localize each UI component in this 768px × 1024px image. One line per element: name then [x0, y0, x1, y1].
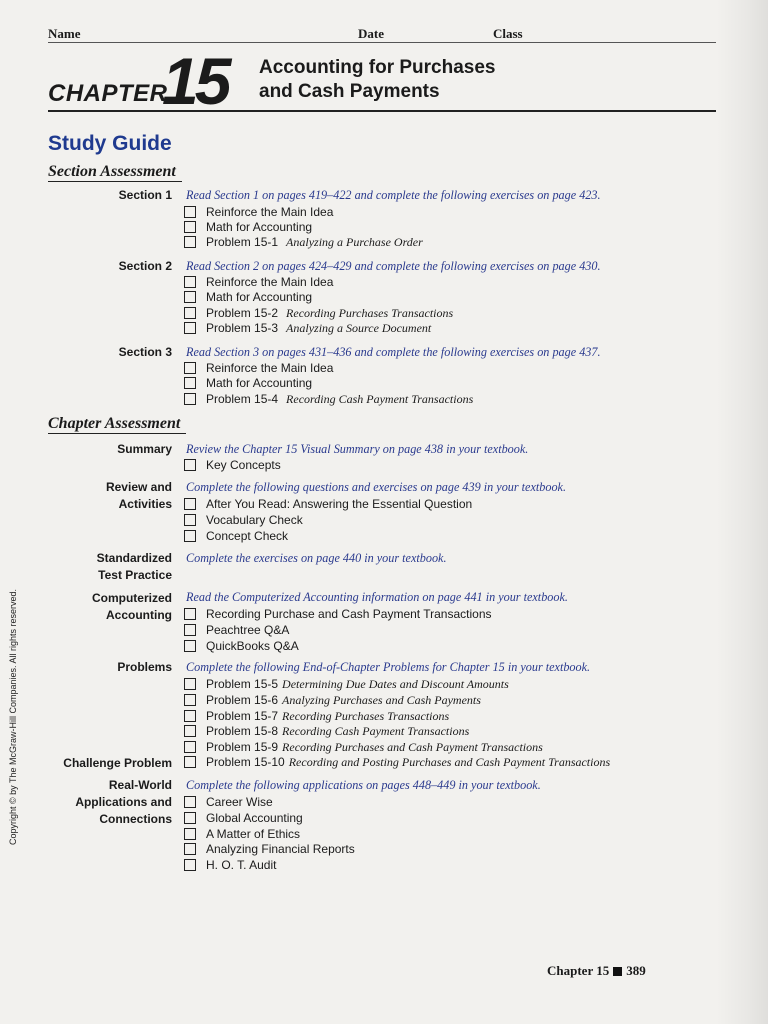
summary-instruction: Review the Chapter 15 Visual Summary on page 438 in your textbook. [186, 442, 529, 456]
name-label: Name [48, 26, 81, 41]
checkbox-icon[interactable] [184, 796, 196, 808]
checkbox-icon[interactable] [184, 307, 196, 319]
checkbox-icon[interactable] [184, 206, 196, 218]
checkbox-icon[interactable] [184, 608, 196, 620]
chapter-number: 15 [162, 44, 228, 118]
checklist-item[interactable]: Math for Accounting [184, 220, 312, 235]
checklist-item[interactable]: Problem 15-7 Recording Purchases Transactions [184, 709, 449, 724]
problems-label: Problems [117, 660, 172, 674]
checklist-item[interactable]: Peachtree Q&A [184, 623, 289, 638]
checkbox-icon[interactable] [184, 377, 196, 389]
computerized-accounting-label: Computerized Accounting [91, 591, 172, 622]
checkbox-icon[interactable] [184, 514, 196, 526]
checkbox-icon[interactable] [184, 291, 196, 303]
checkbox-icon[interactable] [184, 276, 196, 288]
checklist-item[interactable]: H. O. T. Audit [184, 858, 276, 873]
real-world-label: Real-World Applications and Connections [75, 778, 172, 826]
checkbox-icon[interactable] [184, 859, 196, 871]
checklist-item[interactable]: Problem 15-2 Recording Purchases Transactions [184, 306, 453, 321]
checklist-item[interactable]: Math for Accounting [184, 290, 312, 305]
checklist-item[interactable]: Key Concepts [184, 458, 281, 473]
study-guide-heading: Study Guide [48, 132, 172, 155]
checklist-item[interactable]: Global Accounting [184, 811, 303, 826]
checklist-item[interactable]: A Matter of Ethics [184, 827, 300, 842]
chapter-assessment-heading: Chapter Assessment [48, 415, 186, 434]
checkbox-icon[interactable] [184, 362, 196, 374]
section-1-label: Section 1 [118, 188, 172, 202]
checkbox-icon[interactable] [184, 459, 196, 471]
checklist-item[interactable]: Recording Purchase and Cash Payment Transactions [184, 607, 492, 622]
checkbox-icon[interactable] [184, 393, 196, 405]
checkbox-icon[interactable] [184, 756, 196, 768]
checklist-item[interactable]: After You Read: Answering the Essential Question [184, 497, 472, 512]
checkbox-icon[interactable] [184, 322, 196, 334]
section-1-instruction: Read Section 1 on pages 419–422 and complete the following exercises on page 423. [186, 188, 601, 202]
standardized-test-label: Standardized Test Practice [96, 551, 172, 582]
checkbox-icon[interactable] [184, 843, 196, 855]
date-label: Date [358, 26, 384, 41]
checklist-item[interactable]: Problem 15-9 Recording Purchases and Cash Payment Transactions [184, 740, 543, 755]
review-instruction: Complete the following questions and exercises on page 439 in your textbook. [186, 480, 567, 494]
section-3-label: Section 3 [118, 345, 172, 359]
checkbox-icon[interactable] [184, 678, 196, 690]
checklist-item[interactable]: Reinforce the Main Idea [184, 361, 333, 376]
checklist-item[interactable]: Concept Check [184, 529, 288, 544]
checkbox-icon[interactable] [184, 221, 196, 233]
checklist-item[interactable]: Vocabulary Check [184, 513, 303, 528]
checklist-item[interactable]: Problem 15-5 Determining Due Dates and Discount Amounts [184, 677, 509, 692]
checklist-item[interactable]: Reinforce the Main Idea [184, 275, 333, 290]
class-label: Class [493, 26, 523, 41]
checkbox-icon[interactable] [184, 530, 196, 542]
checklist-item[interactable]: Analyzing Financial Reports [184, 842, 355, 857]
chapter-title-line1: Accounting for Purchases [259, 57, 496, 78]
checklist-item[interactable]: Problem 15-6 Analyzing Purchases and Cash Payments [184, 693, 481, 708]
checkbox-icon[interactable] [184, 741, 196, 753]
problems-instruction: Complete the following End-of-Chapter Problems for Chapter 15 in your textbook. [186, 660, 591, 674]
section-assessment-heading: Section Assessment [48, 163, 182, 182]
computerized-instruction: Read the Computerized Accounting information on page 441 in your textbook. [186, 590, 568, 604]
checkbox-icon[interactable] [184, 828, 196, 840]
checklist-item[interactable]: Problem 15-3 Analyzing a Source Document [184, 321, 431, 336]
checkbox-icon[interactable] [184, 694, 196, 706]
checkbox-icon[interactable] [184, 498, 196, 510]
footer-chapter: Chapter 15 [547, 963, 610, 978]
review-activities-label: Review and Activities [105, 480, 172, 511]
checkbox-icon[interactable] [184, 640, 196, 652]
copyright-notice: Copyright © by The McGraw-Hill Companies. All rights reserved. [8, 588, 18, 845]
section-2-label: Section 2 [118, 259, 172, 273]
checklist-item[interactable]: Problem 15-4 Recording Cash Payment Transactions [184, 392, 473, 407]
checkbox-icon[interactable] [184, 710, 196, 722]
page-footer [547, 963, 646, 979]
section-2-instruction: Read Section 2 on pages 424–429 and complete the following exercises on page 430. [186, 259, 601, 273]
chapter-word: CHAPTER [48, 80, 168, 107]
checklist-item[interactable]: Reinforce the Main Idea [184, 205, 333, 220]
checklist-item[interactable]: Problem 15-10 Recording and Posting Purchases and Cash Payment Transactions [184, 755, 610, 770]
summary-label: Summary [117, 442, 172, 456]
section-3-instruction: Read Section 3 on pages 431–436 and complete the following exercises on page 437. [186, 345, 601, 359]
checklist-item[interactable]: Problem 15-8 Recording Cash Payment Transactions [184, 724, 469, 739]
checklist-item[interactable]: Math for Accounting [184, 376, 312, 391]
checkbox-icon[interactable] [184, 725, 196, 737]
checkbox-icon[interactable] [184, 236, 196, 248]
header-rule [48, 42, 716, 43]
real-world-instruction: Complete the following applications on pages 448–449 in your textbook. [186, 778, 541, 792]
title-rule [48, 110, 716, 112]
standardized-instruction: Complete the exercises on page 440 in your textbook. [186, 551, 447, 565]
checkbox-icon[interactable] [184, 812, 196, 824]
checklist-item[interactable]: Problem 15-1 Analyzing a Purchase Order [184, 235, 423, 250]
page-number: 389 [626, 963, 646, 978]
chapter-title [259, 56, 496, 104]
challenge-problem-label: Challenge Problem [63, 756, 172, 770]
square-icon [613, 967, 622, 976]
checkbox-icon[interactable] [184, 624, 196, 636]
checklist-item[interactable]: Career Wise [184, 795, 273, 810]
checklist-item[interactable]: QuickBooks Q&A [184, 639, 299, 654]
chapter-title-line2: and Cash Payments [259, 81, 440, 102]
page-edge-shadow [716, 0, 768, 1024]
